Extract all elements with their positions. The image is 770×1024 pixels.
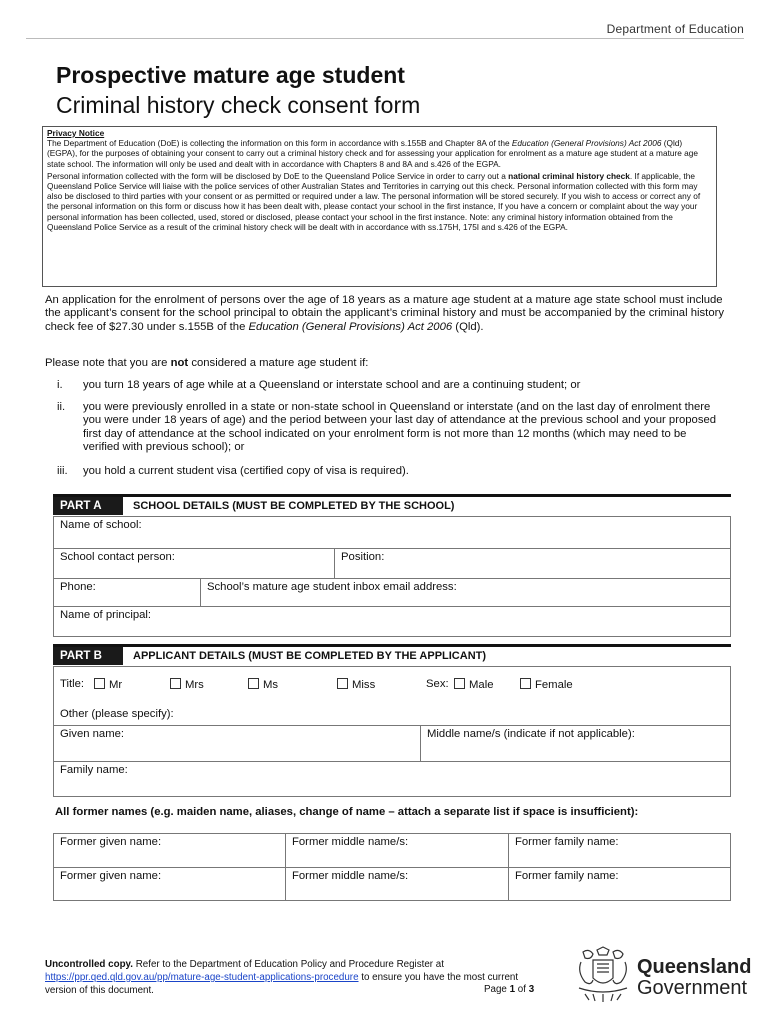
sex-label: Sex:	[426, 678, 449, 690]
page-mid: of	[515, 984, 529, 995]
part-a-form	[53, 516, 731, 637]
given-middle-row	[54, 725, 730, 761]
part-b-form	[53, 666, 731, 797]
middle-names-label: Middle name/s (indicate if not applicable):	[427, 728, 635, 740]
page-total: 3	[528, 984, 535, 995]
footer-bold: Uncontrolled copy.	[45, 959, 133, 970]
title-option-ms[interactable]	[244, 678, 278, 691]
condition-number: i.	[57, 379, 63, 391]
privacy-p2-text-2: . If applicable, the Queensland Police Service will liaise with the police services of other Australian States and Territories in carrying out this check. Personal information collected with this form may also be disclosed to third parties with your consent or as permitted or required under a law. The personal information will be stored securely. If you wish to access or correct any of the personal information on this form or discuss how it has been dealt with, please contact your school in the first instance, If you have a concern or complaint about the way your personal information has been collected, used, stored or disclosed, please contact your school in the first instance. Note: any criminal history information obtained from the Queensland Police Service as a result of the criminal history check will be dealt with in accordance with ss.175H, 175I and s.426 of the EGPA.	[47, 170, 701, 232]
form-subtitle: Criminal history check consent form	[56, 92, 421, 118]
footer-text: Refer to the Department of Education Policy and Procedure Register at	[133, 959, 444, 970]
logo-line-2: Government	[637, 977, 748, 999]
middle-names-field[interactable]	[420, 726, 730, 761]
inbox-email-field[interactable]	[200, 579, 730, 606]
privacy-p1-text-2: (Qld) (EGPA), for the purposes of obtaining your consent to carry out a criminal history check and for assessing your application for enrolment as a mature age student at a mature age state school. The information will only be used and dealt with in accordance with Chapters 8 and 8A and s.426 of the EGPA.	[47, 138, 699, 169]
school-name-row	[54, 517, 730, 548]
part-b-header	[53, 644, 731, 665]
principal-label: Name of principal:	[60, 609, 152, 621]
intro-act: Education (General Provisions) Act 2006	[248, 320, 453, 333]
part-b-title: APPLICANT DETAILS (MUST BE COMPLETED BY THE APPLICANT)	[133, 650, 487, 662]
phone-row	[54, 578, 730, 606]
checkbox-female[interactable]	[520, 678, 531, 689]
note-line	[45, 357, 368, 369]
former-middle-field[interactable]	[285, 868, 508, 900]
former-family-field[interactable]	[508, 868, 730, 900]
condition-item	[45, 379, 725, 392]
condition-number: ii.	[57, 401, 66, 413]
former-middle-label: Former middle name/s:	[292, 870, 409, 882]
logo-line-1: Queensland	[637, 956, 752, 978]
privacy-p1-text: The Department of Education (DoE) is collecting the information on this form in accordance with s.155B and Chapter 8A of the	[47, 138, 512, 149]
sex-option-female[interactable]	[516, 678, 573, 691]
condition-item	[45, 465, 725, 478]
other-title-field[interactable]	[60, 708, 174, 720]
former-names-table	[53, 833, 731, 901]
other-title-label: Other (please specify):	[60, 708, 174, 720]
title-option-miss[interactable]	[333, 678, 375, 691]
family-name-field[interactable]	[54, 762, 730, 796]
part-b-label: PART B	[53, 647, 123, 665]
checkbox-ms[interactable]	[248, 678, 259, 689]
privacy-p1-act: Education (General Provisions) Act 2006	[511, 138, 662, 149]
contact-person-label: School contact person:	[60, 551, 175, 563]
title-label: Title:	[60, 678, 85, 690]
phone-label: Phone:	[60, 581, 96, 593]
footer-note	[45, 958, 545, 997]
privacy-notice	[42, 126, 717, 287]
checkbox-miss[interactable]	[337, 678, 348, 689]
footer-text-2: to ensure you have the most current version of this document.	[45, 972, 519, 996]
former-family-label: Former family name:	[515, 870, 619, 882]
intro-paragraph	[45, 294, 725, 334]
note-pre: Please note that you are	[45, 357, 171, 369]
former-middle-label: Former middle name/s:	[292, 836, 409, 848]
former-given-label: Former given name:	[60, 836, 162, 848]
title-sex-row	[54, 667, 730, 725]
family-name-row	[54, 761, 730, 796]
position-label: Position:	[341, 551, 385, 563]
privacy-heading: Privacy Notice	[47, 128, 105, 138]
part-a-label: PART A	[53, 497, 123, 515]
note-post: considered a mature age student if:	[188, 357, 369, 369]
family-name-label: Family name:	[60, 764, 128, 776]
form-title: Prospective mature age student	[56, 62, 405, 88]
position-field[interactable]	[334, 549, 730, 578]
condition-text: you turn 18 years of age while at a Queensland or interstate school and are a continuing student; or	[83, 379, 581, 391]
school-name-field[interactable]	[54, 517, 730, 548]
inbox-email-label: School’s mature age student inbox email address:	[207, 581, 457, 593]
former-middle-field[interactable]	[285, 834, 508, 867]
checkbox-male[interactable]	[454, 678, 465, 689]
principal-field[interactable]	[54, 607, 730, 636]
privacy-paragraph-2	[47, 171, 712, 232]
privacy-p2-text: Personal information collected with the form will be disclosed by DoE to the Queensland Police Service in order to carry out a	[47, 170, 509, 181]
phone-field[interactable]	[54, 579, 200, 606]
title-option-mrs[interactable]	[166, 678, 204, 691]
header-rule	[26, 38, 744, 39]
title-ms-label: Ms	[263, 679, 279, 691]
former-given-label: Former given name:	[60, 870, 162, 882]
intro-text-2: (Qld).	[452, 320, 484, 333]
title-option-mr[interactable]	[90, 678, 122, 691]
former-names-row	[54, 834, 730, 867]
condition-number: iii.	[57, 465, 68, 477]
former-family-field[interactable]	[508, 834, 730, 867]
page-current: 1	[509, 984, 516, 995]
part-a-header	[53, 494, 731, 515]
page-pre: Page	[484, 984, 510, 995]
note-bold: not	[170, 357, 189, 369]
sex-male-label: Male	[469, 679, 494, 691]
intro-text: An application for the enrolment of persons over the age of 18 years as a mature age student at a mature age state school must include the applicant’s consent for the school principal to obtain the applicant’s criminal history and must be accompanied by the criminal history check fee of $27.30 under s.155B of the	[45, 294, 725, 333]
former-names-heading: All former names (e.g. maiden name, aliases, change of name – attach a separate list if space is insufficient):	[55, 806, 639, 818]
privacy-paragraph-1	[47, 138, 712, 169]
principal-row	[54, 606, 730, 636]
title-mr-label: Mr	[109, 679, 123, 691]
contact-row	[54, 548, 730, 578]
condition-text: you were previously enrolled in a state or non-state school in Queensland or interstate (and on the last day of enrolment there you were under 18 years of age) and the period between your last day of attendance at the previous school and your proposed first day of attendance at the school indicated on your enrolment form is not more than 12 months (which may need to be verified with previous school); or	[83, 401, 717, 454]
checkbox-mrs[interactable]	[170, 678, 181, 689]
condition-item	[45, 401, 725, 455]
former-given-field[interactable]	[54, 834, 285, 867]
given-name-field[interactable]	[54, 726, 420, 761]
school-name-label: Name of school:	[60, 519, 142, 531]
former-given-field[interactable]	[54, 868, 285, 900]
condition-text: you hold a current student visa (certified copy of visa is required).	[83, 465, 409, 477]
privacy-p2-bold: national criminal history check	[508, 170, 630, 181]
former-names-row	[54, 867, 730, 900]
part-a-title: SCHOOL DETAILS (MUST BE COMPLETED BY THE SCHOOL)	[133, 500, 455, 512]
former-family-label: Former family name:	[515, 836, 619, 848]
title-mrs-label: Mrs	[185, 679, 204, 691]
queensland-government-logo	[637, 957, 751, 999]
checkbox-mr[interactable]	[94, 678, 105, 689]
sex-options	[420, 667, 730, 725]
title-options	[54, 667, 420, 725]
page-number	[484, 984, 534, 995]
queensland-crest-icon	[575, 946, 631, 1004]
contact-person-field[interactable]	[54, 549, 334, 578]
title-miss-label: Miss	[352, 679, 376, 691]
sex-option-male[interactable]	[450, 678, 494, 691]
ppr-link[interactable]: https://ppr.qed.qld.gov.au/pp/mature-age-student-applications-procedure	[45, 972, 359, 983]
given-name-label: Given name:	[60, 728, 125, 740]
department-name: Department of Education	[606, 22, 744, 36]
sex-female-label: Female	[535, 679, 573, 691]
